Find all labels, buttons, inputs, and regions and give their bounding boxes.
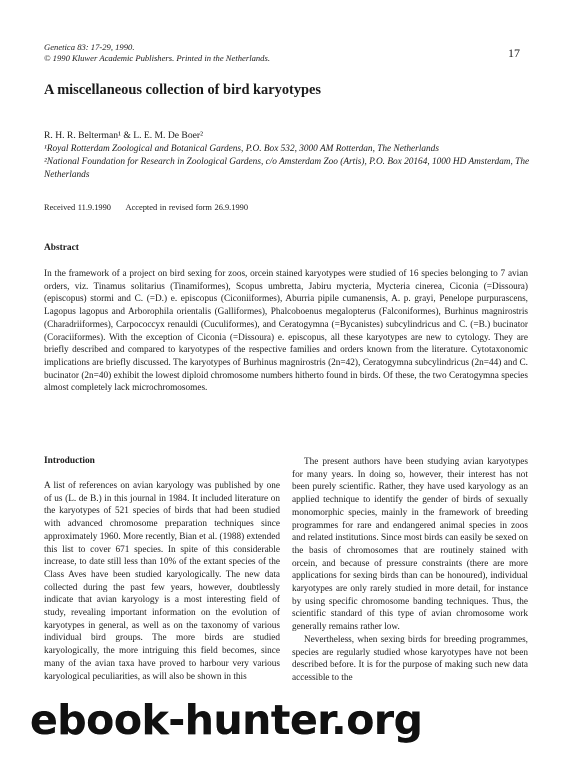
- watermark-text: ebook-hunter.org: [30, 696, 423, 744]
- journal-citation: 83: 17-29, 1990.: [77, 42, 135, 52]
- abstract-heading: Abstract: [44, 243, 79, 253]
- authors: R. H. R. Belterman¹ & L. E. M. De Boer²: [44, 130, 203, 141]
- publisher-line: © 1990 Kluwer Academic Publishers. Printed in the Netherlands.: [44, 52, 270, 63]
- page-number: 17: [508, 46, 520, 60]
- introduction-heading: Introduction: [44, 456, 95, 466]
- intro-paragraph-3: Nevertheless, when sexing birds for breeding programmes, species are regularly studied whose karyotypes have not been described before. It is for the purpose of making such new data accessible to the: [292, 634, 528, 683]
- journal-header: [44, 42, 270, 63]
- affiliations: [44, 143, 534, 182]
- accepted-date: Accepted in revised form 26.9.1990: [125, 203, 249, 212]
- affiliation-2: ²National Foundation for Research in Zoological Gardens, c/o Amsterdam Zoo (Artis), P.O. Box 20164, 1000 HD Amsterdam, The Netherlands: [44, 157, 530, 180]
- affiliation-1: ¹Royal Rotterdam Zoological and Botanical Gardens, P.O. Box 532, 3000 AM Rotterdan, The Netherlands: [44, 144, 439, 154]
- abstract-text: In the framework of a project on bird sexing for zoos, orcein stained karyotypes were studied of 16 species belonging to 7 avian orders, viz. Tinamus solitarius (Tinamiformes), Scopus umbretta, Jabiru mycteria, Mycteria cinerea, Ciconia (=Dissoura) (episcopus) stormi and C. (=D.) e. episcopus (Ciconiiformes), Aburria pipile cumanensis, A. p. grayi, Penelope purpurascens, Lagopus lagopus and Arborophila orientalis (Galliformes), Phalcoboenus megalopterus (Falconiformes), Burhinus magnirostris (Charadriiformes), Carpococcyx renauldi (Cuculiformes), and Ceratogymna (=Bycanistes) subcylindricus and C. (=B.) bucinator (Coraciiformes). With the exception of Ciconia (=Dissoura) e. episcopus, all these karyotypes are new to cytology. They are briefly described and compared to karyotypes of the respective families and orders known from the literature. Cytotaxonomic implications are briefly discussed. The karyotypes of Burhinus magnirostris (2n=42), Ceratogymna subcylindricus (2n=44) and C. bucinator (2n=40) exhibit the lowest diploid chromosome numbers hitherto found in birds. Of these, the two Ceratogymna species almost completely lack microchromosomes.: [44, 269, 528, 394]
- left-column: [44, 480, 280, 683]
- received-date: Received 11.9.1990: [44, 203, 111, 212]
- journal-name: Genetica: [44, 42, 76, 52]
- intro-paragraph-2: The present authors have been studying avian karyotypes for many years. In doing so, however, their interest has not been purely scientific. Rather, they have used karyology as an applied technique to identify the gender of birds of sexually monomorphic species, mainly in the framework of breeding programmes for rare and endangered animal species in zoos and related institutions. Since most birds can easily be sexed on the basis of chromosomes that are routinely stained with orcein, and because of pressure constraints (there are more applications for sexing birds than can be honoured), individual karyotypes are only rarely studied in more detail, for instance by using specific chromosome banding techniques. Thus, the scientific standard of this type of avian chromosome work generally remains rather low.: [292, 457, 528, 633]
- submission-dates: [44, 203, 248, 212]
- article-title: A miscellaneous collection of bird karyotypes: [44, 82, 322, 98]
- right-column: [292, 456, 528, 685]
- intro-paragraph-1: A list of references on avian karyology was published by one of us (L. de B.) in this journal in 1984. It included literature on the karyotypes of 521 species of birds that had been studied with advanced chromosome preparation techniques since approximately 1960. More recently, Bian et al. (1988) extended this list to cover 671 species. In spite of this considerable increase, to date still less than 10% of the extant species of the Class Aves have been studied karyologically. The new data collected during the past few years, however, doubtlessly indicate that avian karyology is a most interesting field of study, revealing important information on the evolution of karyotypes in general, as well as on the taxonomy of various individual bird groups. The more birds are studied karyologically, the more intriguing this field becomes, since many of the avian taxa have proved to harbour very various karyological peculiarities, as will also be shown in this: [44, 481, 280, 682]
